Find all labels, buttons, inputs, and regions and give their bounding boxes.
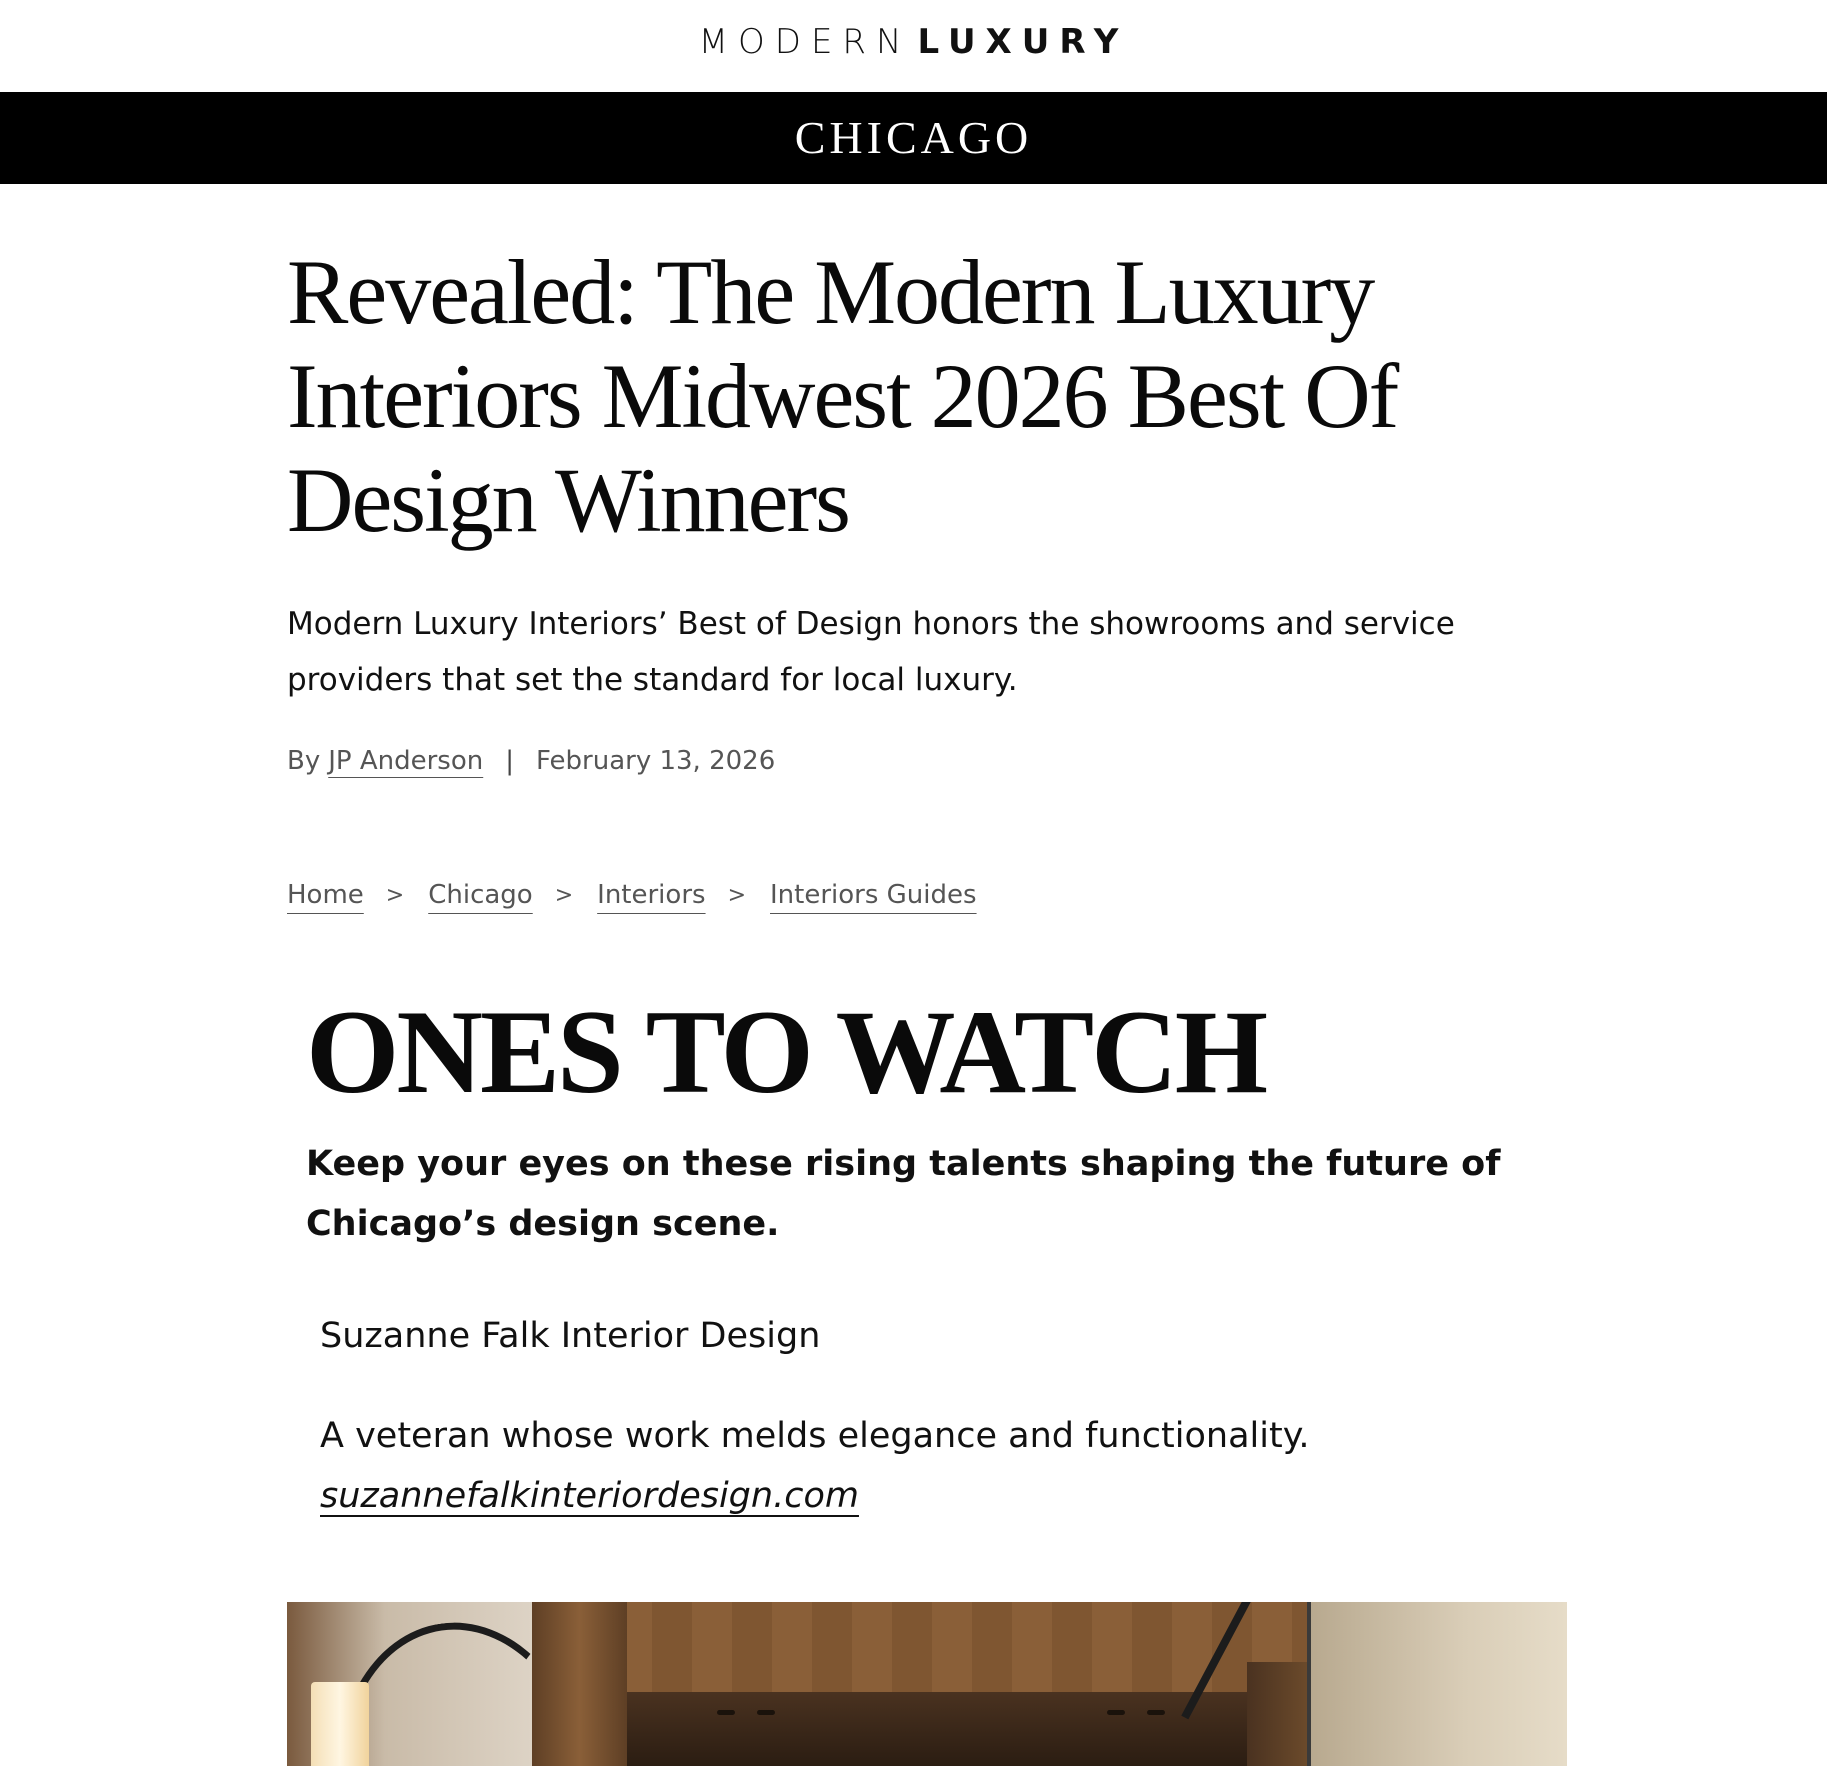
entry-website-link[interactable]: suzannefalkinteriordesign.com bbox=[320, 1476, 859, 1516]
breadcrumb-separator: > bbox=[385, 882, 405, 908]
logo-word-modern: MODERN bbox=[698, 22, 912, 62]
byline-prefix: By bbox=[287, 746, 321, 776]
article-headline: Revealed: The Modern Luxury Interiors Midwest 2026 Best Of Design Winners bbox=[287, 241, 1398, 551]
photo-glass-edge bbox=[1307, 1602, 1311, 1766]
section-intro: Keep your eyes on these rising talents shaping the future of Chicago’s design scene. bbox=[306, 1144, 1501, 1244]
breadcrumb-home[interactable]: Home bbox=[287, 880, 364, 910]
site-logo[interactable] bbox=[0, 22, 1827, 62]
breadcrumb-separator: > bbox=[727, 882, 746, 908]
photo-wood-pillar bbox=[1247, 1662, 1307, 1766]
breadcrumb-interiors[interactable]: Interiors bbox=[597, 880, 706, 910]
photo-recess bbox=[627, 1692, 1247, 1766]
photo-spotlight bbox=[1107, 1710, 1125, 1715]
interior-photo bbox=[287, 1602, 1567, 1766]
entry-name: Suzanne Falk Interior Design bbox=[320, 1316, 821, 1356]
entry-description-text: A veteran whose work melds elegance and functionality. bbox=[320, 1416, 1310, 1456]
photo-spotlight bbox=[717, 1710, 735, 1715]
breadcrumb-separator: > bbox=[554, 882, 574, 908]
entry-description bbox=[320, 1406, 1586, 1526]
section-title: ONES TO WATCH bbox=[306, 985, 1266, 1118]
breadcrumb-interiors-guides[interactable]: Interiors Guides bbox=[770, 880, 977, 910]
winner-entry bbox=[320, 1314, 1586, 1526]
photo-spotlight bbox=[757, 1710, 775, 1715]
author-link[interactable]: JP Anderson bbox=[328, 746, 484, 776]
byline-separator: | bbox=[505, 746, 514, 776]
photo-right-wall bbox=[1311, 1602, 1567, 1766]
city-name[interactable]: CHICAGO bbox=[794, 112, 1033, 163]
publish-date: February 13, 2026 bbox=[536, 746, 776, 776]
city-band bbox=[0, 92, 1827, 184]
byline bbox=[287, 746, 1567, 776]
breadcrumb-chicago[interactable]: Chicago bbox=[428, 880, 533, 910]
article-dek: Modern Luxury Interiors’ Best of Design honors the showrooms and service providers that set the standard for local luxury. bbox=[287, 606, 1455, 698]
ones-to-watch-section bbox=[306, 985, 1586, 1526]
article-header bbox=[287, 240, 1567, 910]
photo-spotlight bbox=[1147, 1710, 1165, 1715]
site-header bbox=[0, 0, 1827, 92]
photo-wall-lamp bbox=[311, 1682, 369, 1766]
logo-word-luxury: LUXURY bbox=[917, 22, 1129, 62]
photo-ceiling bbox=[532, 1602, 1307, 1692]
breadcrumb bbox=[287, 880, 1567, 910]
